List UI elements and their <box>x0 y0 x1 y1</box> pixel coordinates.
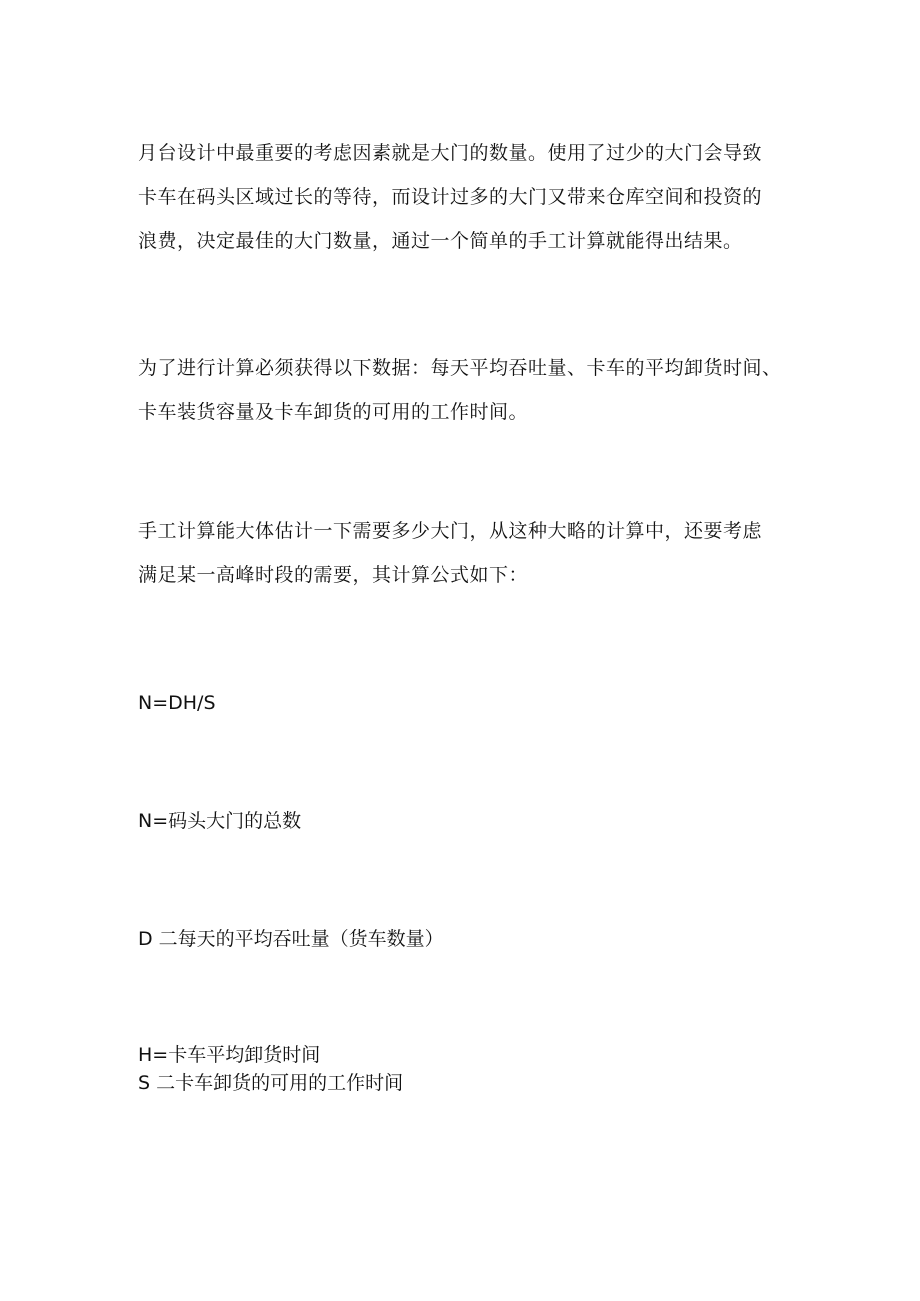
paragraph-line: 月台设计中最重要的考虑因素就是大门的数量。使用了过少的大门会导致 <box>138 142 763 164</box>
paragraph-line: 浪费，决定最佳的大门数量，通过一个简单的手工计算就能得出结果。 <box>138 230 743 252</box>
formula-definition-h: H=卡车平均卸货时间 <box>138 1044 321 1066</box>
paragraph-required-data <box>138 346 798 434</box>
formula-definition-d: D 二每天的平均吞吐量（货车数量） <box>138 928 444 950</box>
formula-definition-s: S 二卡车卸货的可用的工作时间 <box>138 1072 404 1094</box>
paragraph-line: 手工计算能大体估计一下需要多少大门，从这种大略的计算中，还要考虑 <box>138 520 763 542</box>
formula-definition-n: N=码头大门的总数 <box>138 810 302 832</box>
paragraph-line: 卡车在码头区域过长的等待，而设计过多的大门又带来仓库空间和投资的 <box>138 186 763 208</box>
paragraph-line: 满足某一高峰时段的需要，其计算公式如下： <box>138 564 529 586</box>
paragraph-line: 卡车装货容量及卡车卸货的可用的工作时间。 <box>138 401 529 423</box>
paragraph-line: 为了进行计算必须获得以下数据：每天平均吞吐量、卡车的平均卸货时间、 <box>138 357 782 379</box>
formula-main: N=DH/S <box>138 692 216 714</box>
paragraph-manual-calculation <box>138 509 798 597</box>
paragraph-dock-design <box>138 131 798 263</box>
